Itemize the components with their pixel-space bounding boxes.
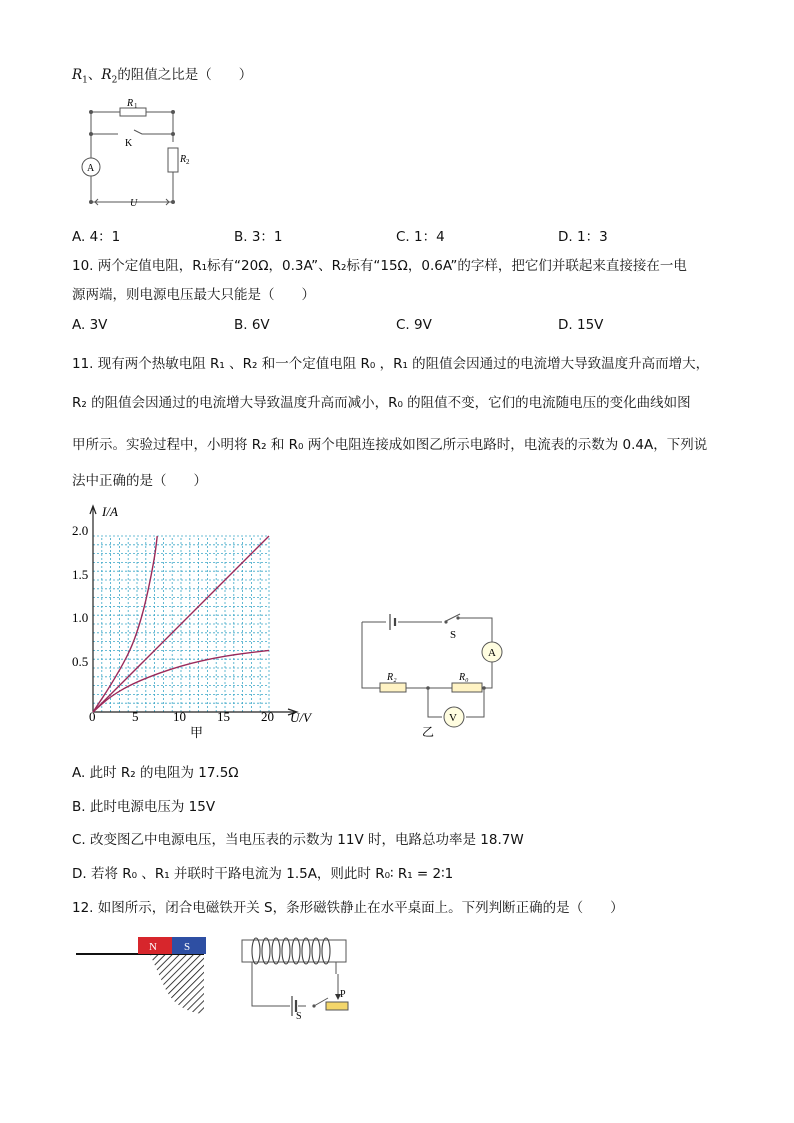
rheostat <box>326 1002 348 1010</box>
circuit-caption: 乙 <box>422 725 435 739</box>
q9-fig-r1: R <box>127 98 134 109</box>
q12-magnet-table-figure <box>72 934 212 1018</box>
q9-circuit-figure <box>76 96 188 210</box>
q10-option-c: C. 9V <box>396 317 432 333</box>
table-hatching <box>150 954 204 1014</box>
q9-fig-k: K <box>125 138 133 149</box>
graph-xtick-0: 0 <box>89 709 96 724</box>
q12-electromagnet-figure <box>236 934 362 1020</box>
q9-r2-resistor <box>168 148 178 172</box>
q9-option-b: B. 3：1 <box>234 229 283 245</box>
q11-line1: 11. 现有两个热敏电阻 R₁ 、R₂ 和一个定值电阻 R₀ ，R₁ 的阻值会因通过的电流增大导致温度升高而增大， <box>72 356 710 372</box>
rheostat-p-label: P <box>340 989 346 1000</box>
q11-line3: 甲所示。实验过程中，小明将 R₂ 和 R₀ 两个电阻连接成如图乙所示电路时，电流表的示数为 0.4A，下列说 <box>72 437 708 453</box>
q10-option-a: A. 3V <box>72 317 108 333</box>
q9-r1-resistor <box>120 108 146 116</box>
graph-xtick-5: 5 <box>132 709 139 724</box>
q11-option-c: C. 改变图乙中电源电压，当电压表的示数为 11V 时，电路总功率是 18.7W <box>72 832 524 848</box>
q9-option-a: A. 4：1 <box>72 229 121 245</box>
magnet-s-label: S <box>184 941 191 953</box>
q11-option-b: B. 此时电源电压为 15V <box>72 799 216 815</box>
q11-option-d: D. 若将 R₀ 、R₁ 并联时干路电流为 1.5A，则此时 R₀∶ R₁ = 2∶1 <box>72 866 454 882</box>
graph-ytick-1: 1.0 <box>72 610 89 625</box>
q9-option-d: D. 1：3 <box>558 229 608 245</box>
q9-fig-r1-sub: 1 <box>134 102 138 110</box>
q9-fig-r2: R <box>180 154 187 165</box>
graph-caption: 甲 <box>190 725 204 740</box>
circuit-s-label: S <box>450 629 457 641</box>
q9-sep: 、 <box>87 67 102 83</box>
q10-line2: 源两端，则电源电压最大只能是（ ） <box>72 287 315 303</box>
q9-stem <box>72 65 252 91</box>
q9-fig-a: A <box>87 163 95 174</box>
circuit-a-label: A <box>488 647 496 659</box>
q12-stem: 12. 如图所示，闭合电磁铁开关 S，条形磁铁静止在水平桌面上。下列判断正确的是（ ） <box>72 900 624 916</box>
q9-option-c: C. 1：4 <box>396 229 445 245</box>
q9-r2-sub: 2 <box>111 75 118 86</box>
q11-line2: R₂ 的阻值会因通过的电流增大导致温度升高而减小，R₀ 的阻值不变，它们的电流随电压的变化曲线如图 <box>72 395 691 411</box>
q9-fig-u: U <box>130 198 138 209</box>
graph-xtick-10: 10 <box>173 709 186 724</box>
magnet-n-label: N <box>149 941 157 953</box>
r0-resistor <box>452 683 482 692</box>
graph-xlabel: U/V <box>290 710 311 725</box>
q11-line4: 法中正确的是（ ） <box>72 473 207 489</box>
graph-ytick-0-5: 0.5 <box>72 654 89 669</box>
q12-switch-label: S <box>296 1011 302 1022</box>
circuit-r2-label: R₂ <box>387 672 397 683</box>
circuit-v-label: V <box>449 712 457 724</box>
graph-ytick-2: 2.0 <box>72 523 89 538</box>
q9-stem-text: 的阻值之比是（ ） <box>117 67 253 83</box>
q10-line1: 10. 两个定值电阻，R₁标有“20Ω，0.3A”、R₂标有“15Ω，0.6A”的字样，把它们并联起来直接接在一电 <box>72 258 687 274</box>
q11-iu-graph <box>66 500 326 740</box>
q9-r1: R <box>72 67 83 83</box>
q11-circuit-figure <box>354 608 514 740</box>
q10-option-d: D. 15V <box>558 317 604 333</box>
q9-r1-sub: 1 <box>82 75 88 86</box>
circuit-r0-label: R₀ <box>459 672 469 683</box>
graph-ytick-1-5: 1.5 <box>72 567 89 582</box>
graph-ylabel: I/A <box>102 504 118 519</box>
q11-option-a: A. 此时 R₂ 的电阻为 17.5Ω <box>72 765 239 781</box>
q10-option-b: B. 6V <box>234 317 270 333</box>
graph-xtick-20: 20 <box>261 709 274 724</box>
q9-fig-r2-sub: 2 <box>186 158 190 166</box>
q9-r2: R <box>101 67 112 83</box>
r2-resistor <box>380 683 406 692</box>
graph-xtick-15: 15 <box>217 709 230 724</box>
